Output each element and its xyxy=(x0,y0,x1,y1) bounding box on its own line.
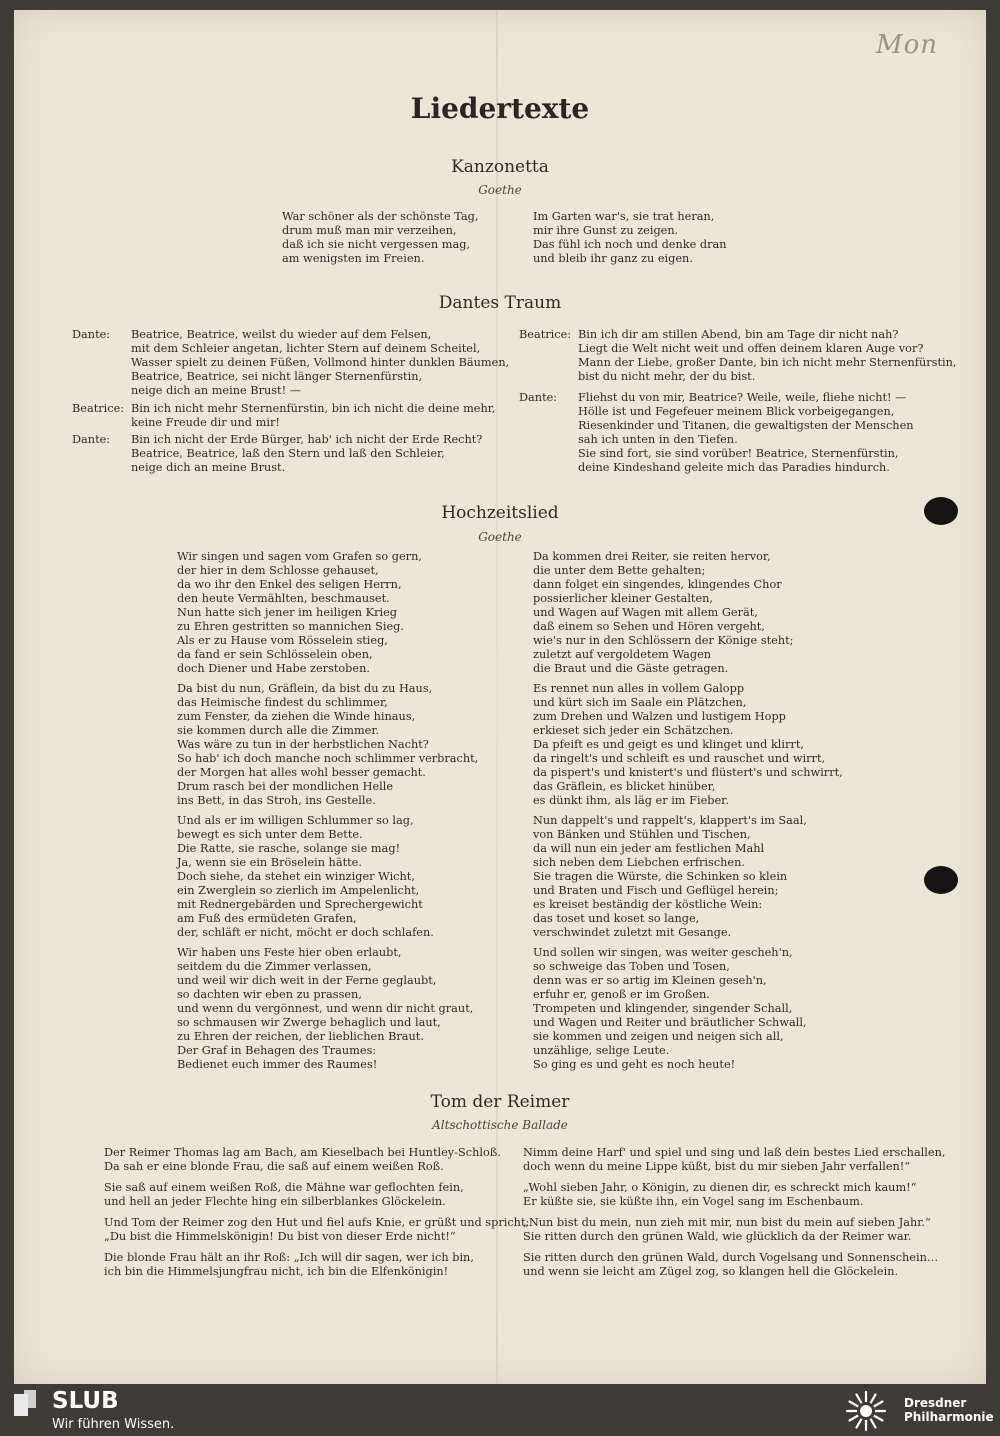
philharmonie-logo-icon[interactable] xyxy=(842,1389,890,1433)
tom-stanza: Sie ritten durch den grünen Wald, durch Vogelsang und Sonnenschein… und wenn sie leicht am Zügel zog, so klangen hell die Glöckelein. xyxy=(523,1251,939,1278)
hochzeitslied-heading: Hochzeitslied xyxy=(441,503,559,523)
tom-stanza: Sie saß auf einem weißen Roß, die Mähne war geflochten fein, und hell an jeder Flechte hing ein silberblankes Glöckelein. xyxy=(104,1181,464,1208)
tom-stanza: Die blonde Frau hält an ihr Roß: „Ich will dir sagen, wer ich bin, ich bin die Himmelsjungfrau nicht, ich bin die Elfenkönigin! xyxy=(104,1251,474,1278)
hochzeitslied-stanza: Und als er im willigen Schlummer so lag, bewegt es sich unter dem Bette. Die Ratte, sie rasche, solange sie mag! Ja, wenn sie ein Bröselein hätte. Doch siehe, da stehet ein winziger Wicht, ein Zwerglein so zierlich im Ampelenlicht, mit Rednergebärden und Sprechergewicht am Fuß des ermüdeten Grafen, der, schläft er nicht, möcht er doch schlafen. xyxy=(177,814,434,939)
slub-logo-icon[interactable] xyxy=(14,1390,38,1418)
philharmonie-name[interactable] xyxy=(904,1396,994,1424)
hochzeitslied-author: Goethe xyxy=(478,530,522,544)
dantes-heading: Dantes Traum xyxy=(438,293,562,313)
center-fold xyxy=(496,10,498,1384)
handwritten-signature: Mon xyxy=(876,30,939,60)
page-title: Liedertexte xyxy=(410,92,590,125)
dantes-speaker: Beatrice: xyxy=(519,328,572,341)
philharmonie-line2: Philharmonie xyxy=(904,1410,994,1424)
tom-heading: Tom der Reimer xyxy=(430,1092,570,1112)
tom-stanza: Und Tom der Reimer zog den Hut und fiel aufs Knie, er grüßt und spricht: „Du bist die Himmelskönigin! Du bist von dieser Erde nicht!“ xyxy=(104,1216,530,1243)
dantes-speaker: Dante: xyxy=(519,391,558,404)
philharmonie-line1: Dresdner xyxy=(904,1396,967,1410)
kanzonetta-left-stanza: War schöner als der schönste Tag, drum muß man mir verzeihen, daß ich sie nicht vergessen mag, am wenigsten im Freien. xyxy=(282,210,479,265)
tom-stanza: Nimm deine Harf' und spiel und sing und laß dein bestes Lied erschallen, doch wenn du meine Lippe küßt, bist du mir sieben Jahr verfallen!“ xyxy=(523,1146,946,1173)
dantes-verse: Bin ich nicht mehr Sternenfürstin, bin ich nicht die deine mehr, keine Freude dir und mir! xyxy=(131,402,496,429)
tom-stanza: „Nun bist du mein, nun zieh mit mir, nun bist du mein auf sieben Jahr.“ Sie ritten durch den grünen Wald, wie glücklich da der Reimer war. xyxy=(523,1216,931,1243)
punch-hole-bottom xyxy=(924,866,958,894)
kanzonetta-right-stanza: Im Garten war's, sie trat heran, mir ihre Gunst zu zeigen. Das fühl ich noch und denke dran und bleib ihr ganz zu eigen. xyxy=(533,210,727,265)
dantes-speaker: Dante: xyxy=(72,433,111,446)
hochzeitslied-stanza: Da bist du nun, Gräflein, da bist du zu Haus, das Heimische findest du schlimmer, zum Fenster, da ziehen die Winde hinaus, sie kommen durch alle die Zimmer. Was wäre zu tun in der herbstlichen Nacht? So hab' ich doch manche noch schlimmer verbracht, der Morgen hat alles wohl besser gemacht. Drum rasch bei der mondlichen Helle ins Bett, in das Stroh, ins Gestelle. xyxy=(177,682,479,807)
hochzeitslied-stanza: Und sollen wir singen, was weiter gescheh'n, so schweige das Toben und Tosen, denn was er so artig im Kleinen geseh'n, erfuhr er, genoß er im Großen. Trompeten und klingender, singender Schall, und Wagen und Reiter und bräutlicher Schwall, sie kommen und zeigen und neigen sich all, unzählige, selige Leute. So ging es und geht es noch heute! xyxy=(533,946,807,1071)
hochzeitslied-stanza: Wir haben uns Feste hier oben erlaubt, seitdem du die Zimmer verlassen, und weil wir dich weit in der Ferne geglaubt, so dachten wir eben zu prassen, und wenn du vergönnest, und wenn dir nicht graut, so schmausen wir Zwerge behaglich und laut, zu Ehren der reichen, der lieblichen Braut. Der Graf in Behagen des Traumes: Bedienet euch immer des Raumes! xyxy=(177,946,474,1071)
dantes-speaker: Dante: xyxy=(72,328,111,341)
dantes-verse: Fliehst du von mir, Beatrice? Weile, weile, fliehe nicht! — Hölle ist und Fegefeuer meinem Blick vorbeigegangen, Riesenkinder und Titanen, die gewaltigsten der Menschen sah ich unten in den Tiefen. Sie sind fort, sie sind vorüber! Beatrice, Sternenfürstin, deine Kindeshand geleite mich das Paradies hindurch. xyxy=(578,391,914,474)
tom-subtitle: Altschottische Ballade xyxy=(432,1118,568,1132)
dantes-verse: Beatrice, Beatrice, weilst du wieder auf dem Felsen, mit dem Schleier angetan, lichter Stern auf deinem Scheitel, Wasser spielt zu deinen Füßen, Vollmond hinter dunklen Bäumen, Beatrice, Beatrice, sei nicht länger Sternenfürstin, neige dich an meine Brust! — xyxy=(131,328,510,397)
hochzeitslied-stanza: Nun dappelt's und rappelt's, klappert's im Saal, von Bänken und Stühlen und Tischen, da will nun ein jeder am festlichen Mahl sich neben dem Liebchen erfrischen. Sie tragen die Würste, die Schinken so klein und Braten und Fisch und Geflügel herein; es kreiset beständig der köstliche Wein: das toset und koset so lange, verschwindet zuletzt mit Gesange. xyxy=(533,814,807,939)
slub-tagline: Wir führen Wissen. xyxy=(52,1417,175,1432)
kanzonetta-heading: Kanzonetta xyxy=(451,157,549,177)
hochzeitslied-stanza: Da kommen drei Reiter, sie reiten hervor, die unter dem Bette gehalten; dann folget ein singendes, klingendes Chor possierlicher kleiner Gestalten, und Wagen auf Wagen mit allem Gerät, daß einem so Sehen und Hören vergeht, wie's nur in den Schlössern der Könige steht; zuletzt auf vergoldetem Wagen die Braut und die Gäste getragen. xyxy=(533,550,794,675)
tom-stanza: Der Reimer Thomas lag am Bach, am Kieselbach bei Huntley-Schloß. Da sah er eine blonde Frau, die saß auf einem weißen Roß. xyxy=(104,1146,501,1173)
dantes-verse: Bin ich nicht der Erde Bürger, hab' ich nicht der Erde Recht? Beatrice, Beatrice, laß den Stern und laß den Schleier, neige dich an meine Brust. xyxy=(131,433,483,474)
hochzeitslied-stanza: Es rennet nun alles in vollem Galopp und kürt sich im Saale ein Plätzchen, zum Drehen und Walzen und lustigem Hopp erkieset sich jeder ein Schätzchen. Da pfeift es und geigt es und klinget und klirrt, da ringelt's und schleift es und rauschet und wirrt, da pispert's und knistert's und flüstert's und schwirrt, das Gräflein, es blicket hinüber, es dünkt ihm, als läg er im Fieber. xyxy=(533,682,843,807)
slub-logo-text[interactable]: SLUB xyxy=(52,1388,119,1414)
tom-stanza: „Wohl sieben Jahr, o Königin, zu dienen dir, es schreckt mich kaum!“ Er küßte sie, sie küßte ihn, ein Vogel sang im Eschenbaum. xyxy=(523,1181,917,1208)
kanzonetta-author: Goethe xyxy=(478,183,522,197)
dantes-speaker: Beatrice: xyxy=(72,402,125,415)
hochzeitslied-stanza: Wir singen und sagen vom Grafen so gern, der hier in dem Schlosse gehauset, da wo ihr den Enkel des seligen Herrn, den heute Vermählten, beschmauset. Nun hatte sich jener im heiligen Krieg zu Ehren gestritten so mannichen Sieg. Als er zu Hause vom Rösselein stieg, da fand er sein Schlösselein oben, doch Diener und Habe zerstoben. xyxy=(177,550,422,675)
dantes-verse: Bin ich dir am stillen Abend, bin am Tage dir nicht nah? Liegt die Welt nicht weit und offen deinem klaren Auge vor? Mann der Liebe, großer Dante, bin ich nicht mehr Sternenfürstin, bist du nicht mehr, der du bist. xyxy=(578,328,957,383)
